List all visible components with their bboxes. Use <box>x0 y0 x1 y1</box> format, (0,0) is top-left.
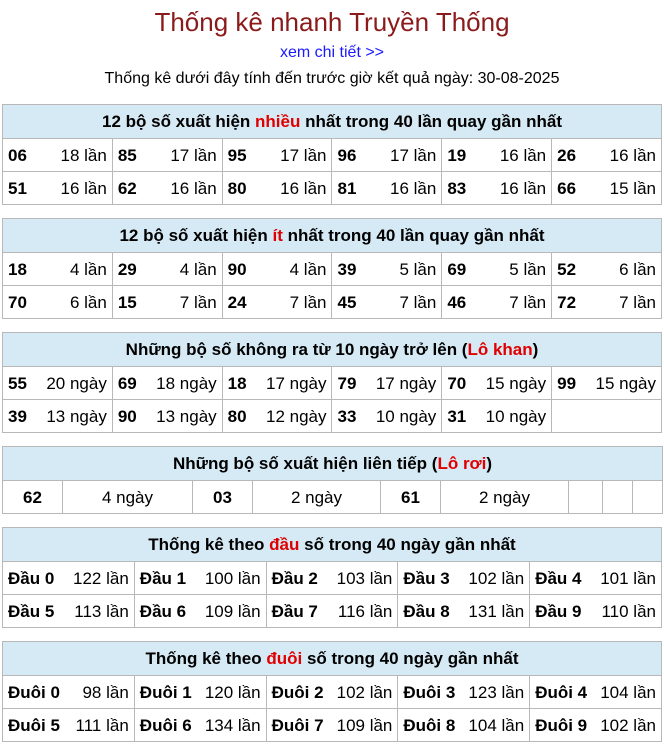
header-text: ) <box>532 340 539 359</box>
count: 103 lần <box>336 568 393 588</box>
header-text: số trong 40 ngày gần nhất <box>299 535 516 554</box>
count: 116 lần <box>337 601 393 621</box>
number: 80 <box>227 178 247 198</box>
days: 4 ngày <box>63 481 193 514</box>
table-row <box>3 709 662 742</box>
table-row <box>3 172 662 205</box>
stat-cell <box>552 172 662 205</box>
stat-cell <box>222 286 332 319</box>
count: 123 lần <box>468 682 525 702</box>
number: 83 <box>447 178 467 198</box>
duoi-table <box>2 641 662 742</box>
stat-cell <box>3 172 113 205</box>
digit-label: Đầu 7 <box>271 601 318 621</box>
count: 100 lần <box>204 568 261 588</box>
number: 69 <box>447 259 467 279</box>
lo-khan-header <box>3 333 662 367</box>
digit-label: Đầu 2 <box>271 568 318 588</box>
count: 16 lần <box>499 178 547 198</box>
number: 18 <box>227 373 247 393</box>
count: 109 lần <box>336 715 393 735</box>
detail-link[interactable]: xem chi tiết >> <box>279 44 385 61</box>
stat-cell <box>112 367 222 400</box>
digit-label: Đuôi 5 <box>8 715 60 735</box>
count: 104 lần <box>468 715 525 735</box>
stat-cell <box>552 253 662 286</box>
number: 61 <box>381 481 441 514</box>
table-row <box>3 595 662 628</box>
table-row <box>3 286 662 319</box>
stat-cell <box>552 139 662 172</box>
table-row <box>3 139 662 172</box>
table-row <box>3 676 662 709</box>
count: 16 lần <box>170 178 217 198</box>
lo-roi-table <box>2 446 663 514</box>
stat-cell <box>112 286 222 319</box>
number: 90 <box>227 259 247 279</box>
stat-cell <box>134 676 266 709</box>
days: 10 ngày <box>375 406 437 426</box>
count: 7 lần <box>289 292 327 312</box>
number: 31 <box>447 406 467 426</box>
count: 122 lần <box>73 568 129 588</box>
digit-label: Đầu 6 <box>139 601 187 621</box>
count: 7 lần <box>179 292 217 312</box>
stat-cell <box>530 595 662 628</box>
stat-cell <box>398 709 530 742</box>
header-highlight: đầu <box>269 535 300 554</box>
count: 16 lần <box>609 145 656 165</box>
stat-cell <box>3 139 113 172</box>
header-highlight: Lô khan <box>467 340 533 359</box>
stat-cell <box>134 595 266 628</box>
count: 4 lần <box>179 259 217 279</box>
stat-cell <box>134 709 266 742</box>
lo-roi-header <box>3 447 663 481</box>
header-text: nhất trong 40 lần quay gần nhất <box>300 112 563 131</box>
days: 15 ngày <box>595 373 656 393</box>
stat-cell <box>222 139 332 172</box>
lo-khan-table <box>2 332 662 433</box>
header-highlight: nhiều <box>255 112 301 131</box>
header-text: số trong 40 ngày gần nhất <box>302 649 519 668</box>
number: 62 <box>3 481 63 514</box>
empty-cell <box>569 481 603 514</box>
stat-cell <box>332 172 442 205</box>
digit-label: Đuôi 7 <box>271 715 324 735</box>
stat-cell <box>332 139 442 172</box>
digit-label: Đuôi 8 <box>403 715 456 735</box>
days: 17 ngày <box>265 373 327 393</box>
stat-cell <box>398 676 530 709</box>
count: 7 lần <box>399 292 437 312</box>
stat-cell <box>222 253 332 286</box>
header-text: ) <box>486 454 493 473</box>
header-highlight: Lô rơi <box>437 454 487 473</box>
stat-cell <box>222 172 332 205</box>
number: 66 <box>557 178 577 198</box>
stat-cell <box>552 367 662 400</box>
least-frequent-table <box>2 218 662 319</box>
header-text: Thống kê theo <box>148 535 270 554</box>
count: 16 lần <box>280 178 327 198</box>
stat-cell <box>552 286 662 319</box>
count: 16 lần <box>499 145 547 165</box>
stat-cell <box>3 400 113 433</box>
count: 16 lần <box>389 178 437 198</box>
number: 26 <box>557 145 577 165</box>
count: 110 lần <box>601 601 656 621</box>
days: 18 ngày <box>156 373 217 393</box>
header-highlight: đuôi <box>266 649 303 668</box>
count: 113 lần <box>74 601 129 621</box>
table-row <box>3 367 662 400</box>
number: 29 <box>117 259 137 279</box>
digit-label: Đuôi 9 <box>535 715 588 735</box>
most-frequent-header <box>3 105 662 139</box>
count: 102 lần <box>600 715 656 735</box>
number: 51 <box>8 178 27 198</box>
count: 131 lần <box>468 601 525 621</box>
digit-label: Đuôi 3 <box>403 682 456 702</box>
stat-cell <box>3 595 135 628</box>
digit-label: Đuôi 0 <box>8 682 60 702</box>
count: 98 lần <box>82 682 129 702</box>
number: 80 <box>227 406 247 426</box>
days: 12 ngày <box>265 406 327 426</box>
digit-label: Đuôi 1 <box>139 682 192 702</box>
number: 46 <box>447 292 467 312</box>
number: 03 <box>193 481 253 514</box>
number: 90 <box>117 406 137 426</box>
header-text: 12 bộ số xuất hiện <box>101 112 256 131</box>
stat-cell <box>530 562 662 595</box>
stat-cell <box>3 676 135 709</box>
stat-cell <box>332 367 442 400</box>
count: 15 lần <box>609 178 656 198</box>
stat-cell <box>3 253 113 286</box>
count: 6 lần <box>619 259 656 279</box>
stat-cell <box>3 286 113 319</box>
stat-cell <box>266 562 398 595</box>
stat-cell <box>332 400 442 433</box>
number: 33 <box>337 406 357 426</box>
number: 39 <box>8 406 27 426</box>
stat-cell <box>442 253 552 286</box>
days: 15 ngày <box>485 373 547 393</box>
number: 06 <box>8 145 27 165</box>
digit-label: Đuôi 4 <box>535 682 588 702</box>
number: 18 <box>8 259 27 279</box>
count: 101 lần <box>600 568 656 588</box>
stat-cell <box>332 286 442 319</box>
table-row <box>3 481 663 514</box>
count: 102 lần <box>336 682 393 702</box>
stat-cell <box>134 562 266 595</box>
digit-label: Đầu 8 <box>403 601 450 621</box>
number: 99 <box>557 373 577 393</box>
header-text: nhất trong 40 lần quay gần nhất <box>282 226 545 245</box>
count: 4 lần <box>69 259 107 279</box>
least-frequent-header <box>3 219 662 253</box>
stat-cell <box>398 595 530 628</box>
stat-cell <box>442 139 552 172</box>
days: 10 ngày <box>485 406 547 426</box>
empty-cell <box>603 481 633 514</box>
table-row <box>3 253 662 286</box>
stat-cell <box>266 595 398 628</box>
stat-cell <box>332 253 442 286</box>
number: 96 <box>337 145 357 165</box>
stat-cell <box>530 709 662 742</box>
stat-cell <box>3 367 113 400</box>
number: 69 <box>117 373 137 393</box>
number: 95 <box>227 145 247 165</box>
digit-label: Đuôi 6 <box>139 715 192 735</box>
count: 7 lần <box>509 292 547 312</box>
stat-cell <box>266 676 398 709</box>
days: 2 ngày <box>441 481 569 514</box>
days: 2 ngày <box>253 481 381 514</box>
count: 5 lần <box>399 259 437 279</box>
digit-label: Đầu 9 <box>535 601 582 621</box>
digit-label: Đầu 5 <box>8 601 55 621</box>
number: 70 <box>8 292 27 312</box>
header-text: Những bộ số không ra từ 10 ngày trở lên ( <box>125 340 468 359</box>
stat-cell <box>112 400 222 433</box>
days: 13 ngày <box>156 406 217 426</box>
stat-cell <box>442 286 552 319</box>
table-row <box>3 562 662 595</box>
stat-cell <box>112 139 222 172</box>
count: 18 lần <box>60 145 107 165</box>
stat-cell <box>112 172 222 205</box>
stat-cell <box>222 367 332 400</box>
header-text: Thống kê theo <box>145 649 267 668</box>
digit-label: Đầu 0 <box>8 568 55 588</box>
days: 17 ngày <box>375 373 437 393</box>
stat-cell <box>266 709 398 742</box>
number: 45 <box>337 292 357 312</box>
digit-label: Đuôi 2 <box>271 682 324 702</box>
number: 39 <box>337 259 357 279</box>
table-row <box>3 400 662 433</box>
header-text: 12 bộ số xuất hiện <box>119 226 273 245</box>
number: 79 <box>337 373 357 393</box>
count: 6 lần <box>69 292 107 312</box>
number: 19 <box>447 145 467 165</box>
count: 17 lần <box>170 145 217 165</box>
stat-cell <box>530 676 662 709</box>
stat-cell <box>398 562 530 595</box>
days: 20 ngày <box>46 373 107 393</box>
page-subtitle: Thống kê dưới đây tính đến trước giờ kết quả ngày: 30-08-2025 <box>104 70 560 87</box>
count: 102 lần <box>468 568 525 588</box>
count: 109 lần <box>204 601 261 621</box>
dau-header <box>3 528 662 562</box>
number: 72 <box>557 292 577 312</box>
number: 55 <box>8 373 27 393</box>
number: 81 <box>337 178 357 198</box>
number: 24 <box>227 292 247 312</box>
count: 5 lần <box>509 259 547 279</box>
count: 17 lần <box>389 145 437 165</box>
stat-cell <box>222 400 332 433</box>
empty-cell <box>633 481 663 514</box>
stat-cell <box>442 367 552 400</box>
stat-cell <box>442 172 552 205</box>
count: 120 lần <box>204 682 261 702</box>
stat-cell <box>442 400 552 433</box>
dau-table <box>2 527 662 628</box>
number: 70 <box>447 373 467 393</box>
number: 62 <box>117 178 137 198</box>
header-highlight: ít <box>272 226 283 245</box>
stat-cell <box>112 253 222 286</box>
header-text: Những bộ số xuất hiện liên tiếp ( <box>172 454 438 473</box>
count: 16 lần <box>60 178 107 198</box>
empty-cell <box>552 400 662 433</box>
days: 13 ngày <box>46 406 107 426</box>
number: 85 <box>117 145 137 165</box>
count: 104 lần <box>600 682 656 702</box>
count: 134 lần <box>204 715 261 735</box>
count: 17 lần <box>280 145 327 165</box>
stat-cell <box>3 709 135 742</box>
duoi-header <box>3 642 662 676</box>
page-title: Thống kê nhanh Truyền Thống <box>154 7 510 37</box>
number: 15 <box>117 292 137 312</box>
digit-label: Đầu 1 <box>139 568 187 588</box>
count: 4 lần <box>289 259 327 279</box>
count: 111 lần <box>75 715 129 735</box>
stat-cell <box>3 562 135 595</box>
most-frequent-table <box>2 104 662 205</box>
number: 52 <box>557 259 577 279</box>
digit-label: Đầu 3 <box>403 568 450 588</box>
count: 7 lần <box>619 292 656 312</box>
digit-label: Đầu 4 <box>535 568 582 588</box>
